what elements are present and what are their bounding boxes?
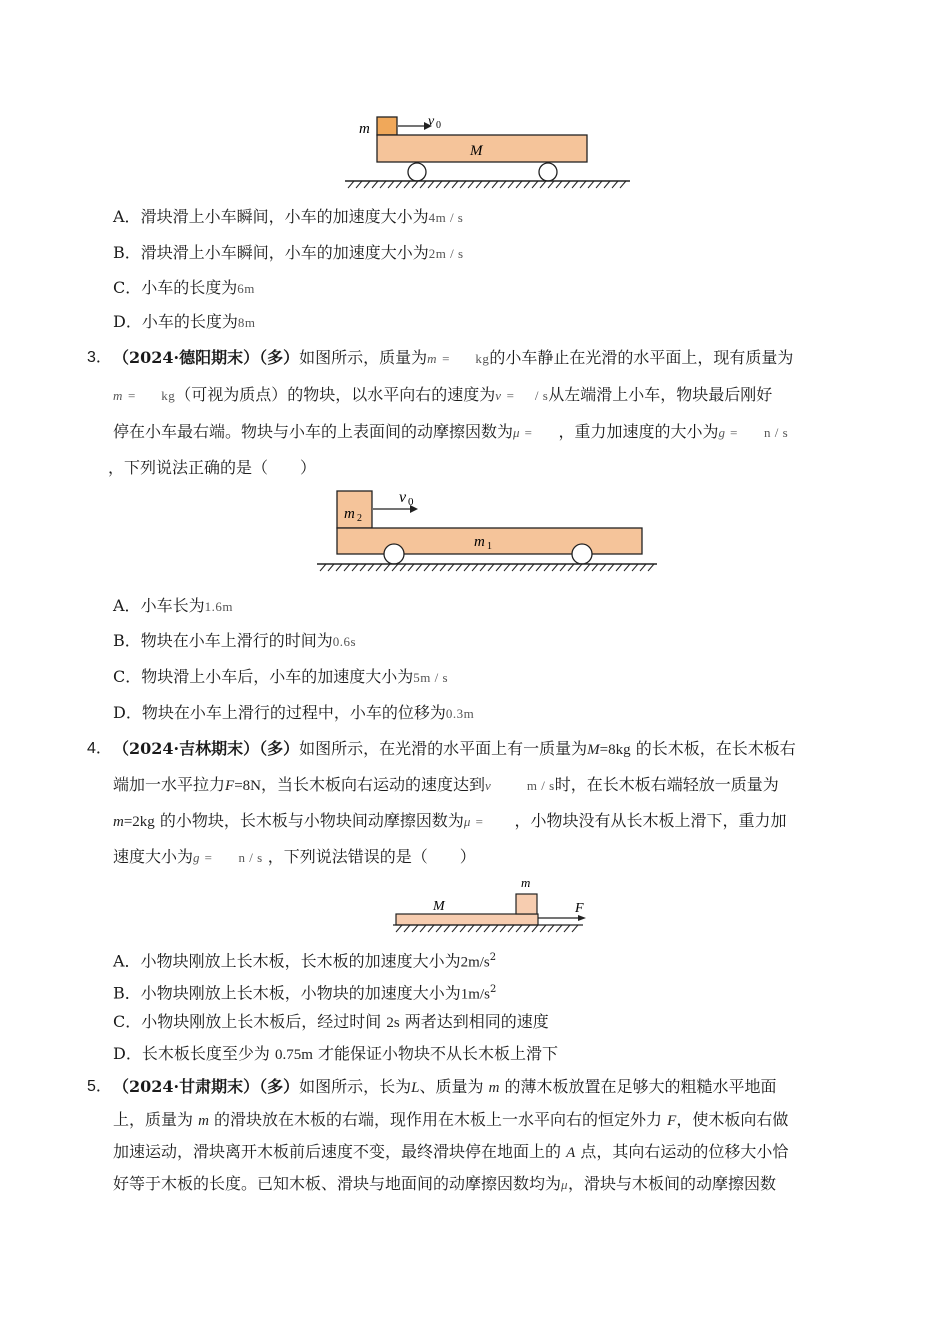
q3-number: 3． [87, 349, 112, 366]
q4-option-c: C．小物块刚放上长木板后，经过时间 2s 两者达到相同的速度 [113, 1012, 549, 1031]
q3-line-1: （2024·德阳期末）（多）如图所示，质量为m = kg的小车静止在光滑的水平面上，现有质量为 [113, 348, 794, 367]
fig2-wheel-right [572, 544, 592, 564]
q2-option-b: B．滑块滑上小车瞬间，小车的加速度大小为2m / s [113, 243, 464, 262]
q4-line-3: m=2kg 的小物块，长木板与小物块间动摩擦因数为μ = ，小物块没有从长木板上滑下，重力加 [113, 811, 787, 830]
q4-option-d: D．长木板长度至少为 0.75m 才能保证小物块不从长木板上滑下 [113, 1044, 558, 1063]
figure-cart-block-2 [312, 486, 662, 578]
q4-line-2: 端加一水平拉力F=8N，当长木板向右运动的速度达到v m / s时，在长木板右端轻放一质量为 [113, 775, 779, 794]
q4-line-4: 速度大小为g = n / s ，下列说法错误的是（ ） [113, 847, 476, 866]
fig2-label-v-sub: 0 [408, 496, 414, 508]
q2-option-a: A．滑块滑上小车瞬间，小车的加速度大小为4m / s [113, 207, 464, 226]
fig1-block-m [377, 117, 397, 135]
q5-line-2: 上，质量为 m 的滑块放在木板的右端，现作用在木板上一水平向右的恒定外力 F，使木板向右做 [113, 1110, 789, 1129]
fig1-label-v: v [428, 114, 435, 129]
figure-board-block [388, 872, 598, 934]
fig2-label-m2-sub: 2 [357, 513, 362, 524]
q5-line-4: 好等于木板的长度。已知木板、滑块与地面间的动摩擦因数均为μ，滑块与木板间的动摩擦因数 [113, 1174, 777, 1193]
q3-line-2: m = kg（可视为质点）的物块，以水平向右的速度为v = / s从左端滑上小车，物块最后刚好 [113, 385, 773, 404]
fig1-label-v-sub: 0 [436, 120, 441, 131]
q4-option-a: A．小物块刚放上长木板，长木板的加速度大小为$2m/s^2$ [113, 951, 497, 971]
fig3-label-m: m [521, 875, 531, 890]
q3-line-4: ，下列说法正确的是（ ） [108, 458, 317, 477]
q3-option-d: D．物块在小车上滑行的过程中，小车的位移为0.3m [113, 703, 475, 722]
fig2-label-m2: m [344, 506, 355, 522]
fig1-wheel-left [408, 163, 426, 181]
fig2-label-v: v [399, 489, 407, 506]
q4-option-b: B．小物块刚放上长木板，小物块的加速度大小为$1m/s^2$ [113, 983, 497, 1003]
q3-option-b: B．物块在小车上滑行的时间为0.6s [113, 631, 357, 650]
q2-option-d: D．小车的长度为8m [113, 312, 256, 331]
fig1-label-M: M [470, 143, 483, 159]
fig3-label-F: F [575, 901, 584, 916]
fig3-board-M [396, 914, 538, 925]
q5-line-3: 加速运动，滑块离开木板前后速度不变，最终滑块停在地面上的 A 点，其向右运动的位移大小恰 [113, 1142, 789, 1161]
fig1-wheel-right [539, 163, 557, 181]
q3-option-c: C．物块滑上小车后，小车的加速度大小为5m / s [113, 667, 449, 686]
fig2-label-m1-sub: 1 [487, 541, 492, 552]
figure-cart-block-1 [340, 108, 640, 198]
q2-option-c: C．小车的长度为6m [113, 278, 255, 297]
q4-line-1: （2024·吉林期末）（多）如图所示，在光滑的水平面上有一质量为M=8kg 的长木板，在长木板右 [113, 739, 796, 758]
q3-option-a: A．小车长为1.6m [113, 596, 233, 615]
fig3-label-M: M [433, 899, 445, 914]
fig3-block-m [516, 894, 537, 914]
fig2-wheel-left [384, 544, 404, 564]
fig1-label-m: m [359, 121, 370, 137]
q5-number: 5． [87, 1078, 112, 1095]
q3-line-3: 停在小车最右端。物块与小车的上表面间的动摩擦因数为μ = ，重力加速度的大小为g = n / s [113, 422, 789, 441]
q4-number: 4． [87, 740, 112, 757]
q5-line-1: （2024·甘肃期末）（多）如图所示，长为L、质量为 m 的薄木板放置在足够大的粗糙水平地面 [113, 1077, 777, 1096]
fig2-label-m1: m [474, 534, 485, 550]
